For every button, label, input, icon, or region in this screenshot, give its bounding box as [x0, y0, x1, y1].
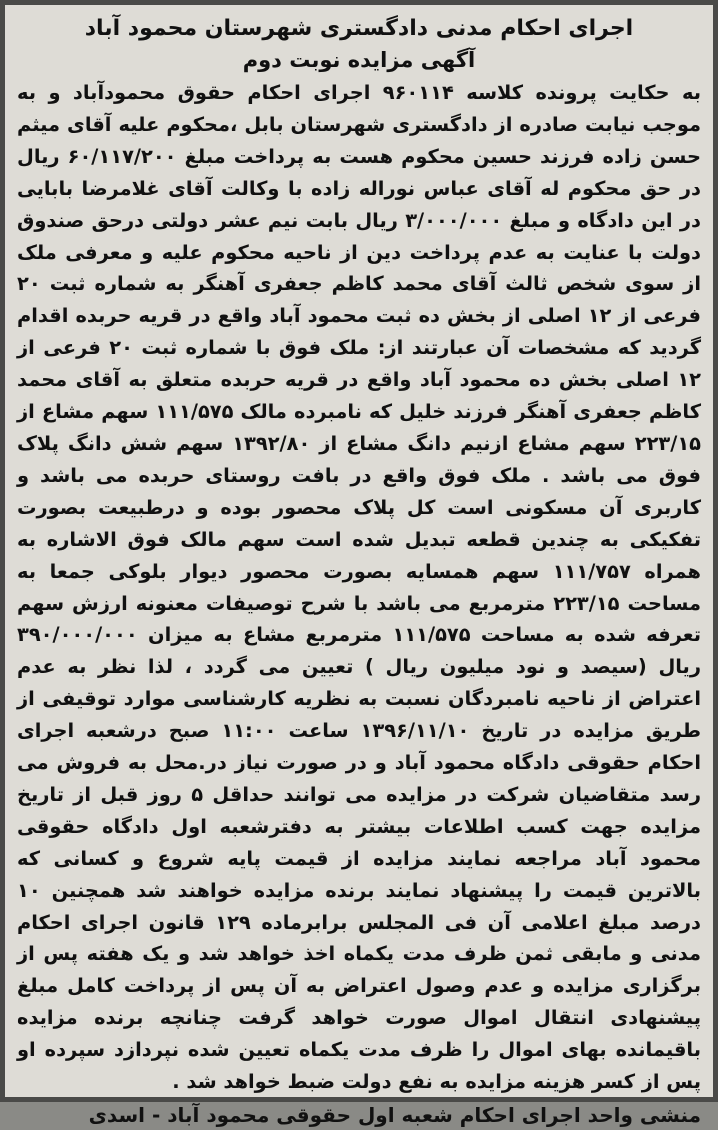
notice-body: به حکایت پرونده کلاسه ۹۶۰۱۱۴ اجرای احکام حقوق محمودآباد و به موجب نیابت صادره از دادگستری شهرستان بابل ،محکوم علیه آقای میثم حسن زاده فرزند حسین محکوم هست به پرداخت مبلغ ۶۰/۱۱۷/۲۰۰ ریال در حق محکوم له آقای عباس نوراله زاده با وکالت آقای غلامرضا بابایی در این دادگاه و مبلغ ۳/۰۰۰/۰۰۰ ریال بابت نیم عشر دولتی درحق صندوق دولت با عنایت به عدم پرداخت دین از ناحیه محکوم علیه و معرفی ملک از سوی شخص ثالث آقای محمد کاظم جعفری آهنگر به شماره ثبت ۲۰ فرعی از ۱۲ اصلی از بخش ده ثبت محمود آباد واقع در قریه حربده اقدام گردید که مشخصات آن عبارتند از: ملک فوق با شماره ثبت ۲۰ فرعی از ۱۲ اصلی بخش ده محمود آباد واقع در قریه حربده متعلق به آقای محمد کاظم جعفری آهنگر فرزند خلیل که نامبرده مالک ۱۱۱/۵۷۵ سهم مشاع از ۲۲۳/۱۵ سهم مشاع ازنیم دانگ مشاع از ۱۳۹۲/۸۰ سهم شش دانگ پلاک فوق می باشد . ملک فوق واقع در بافت روستای حربده می باشد و کاربری آن مسکونی است کل پلاک محصور بوده و درطبیعت بصورت تفکیکی به چندین قطعه تبدیل شده است سهم مالک فوق الاشاره به همراه ۱۱۱/۷۵۷ سهم همسایه بصورت محصور دیوار بلوکی جمعا به مساحت ۲۲۳/۱۵ مترمربع می باشد با شرح توصیفات معنونه ارزش سهم تعرفه شده به مساحت ۱۱۱/۵۷۵ مترمربع مشاع به میزان ۳۹۰/۰۰۰/۰۰۰ ریال (سیصد و نود میلیون ریال ) تعیین می گردد ، لذا نظر به عدم اعتراض از ناحیه نامبردگان نسبت به نظریه کارشناسی موارد توقیفی از طریق مزایده در تاریخ ۱۳۹۶/۱۱/۱۰ ساعت ۱۱:۰۰ صبح درشعبه اجرای احکام حقوقی دادگاه محمود آباد و در صورت نیاز در.محل به فروش می رسد متقاضیان شرکت در مزایده می توانند حداقل ۵ روز قبل از تاریخ مزایده جهت کسب اطلاعات بیشتر به دفترشعبه اول دادگاه حقوقی محمود آباد مراجعه نمایند مزایده از قیمت پایه شروع و کسانی که بالاترین قیمت را پیشنهاد نمایند برنده مزایده خواهند شد همچنین ۱۰ درصد مبلغ اعلامی آن فی المجلس برابرماده ۱۲۹ قانون اجرای احکام مدنی و مابقی ثمن ظرف مدت یکماه اخذ خواهد شد و یک هفته پس از برگزاری مزایده و عدم وصول اعتراض به آن پس از پرداخت کامل مبلغ پیشنهادی انتقال اموال صورت خواهد گرفت چنانچه برنده مزایده باقیمانده بهای اموال را ظرف مدت یکماه تعیین شده نپردازد سپرده او پس از کسر هزینه مزایده به نفع دولت ضبط خواهد شد . [17, 81, 702, 1094]
notice-title: اجرای احکام مدنی دادگستری شهرستان محمود آباد [84, 16, 634, 41]
notice-subtitle: آگهی مزایده نوبت دوم [242, 48, 476, 72]
notice-signature: منشی واحد اجرای احکام شعبه اول حقوقی محمود آباد - اسدی [88, 1103, 701, 1127]
